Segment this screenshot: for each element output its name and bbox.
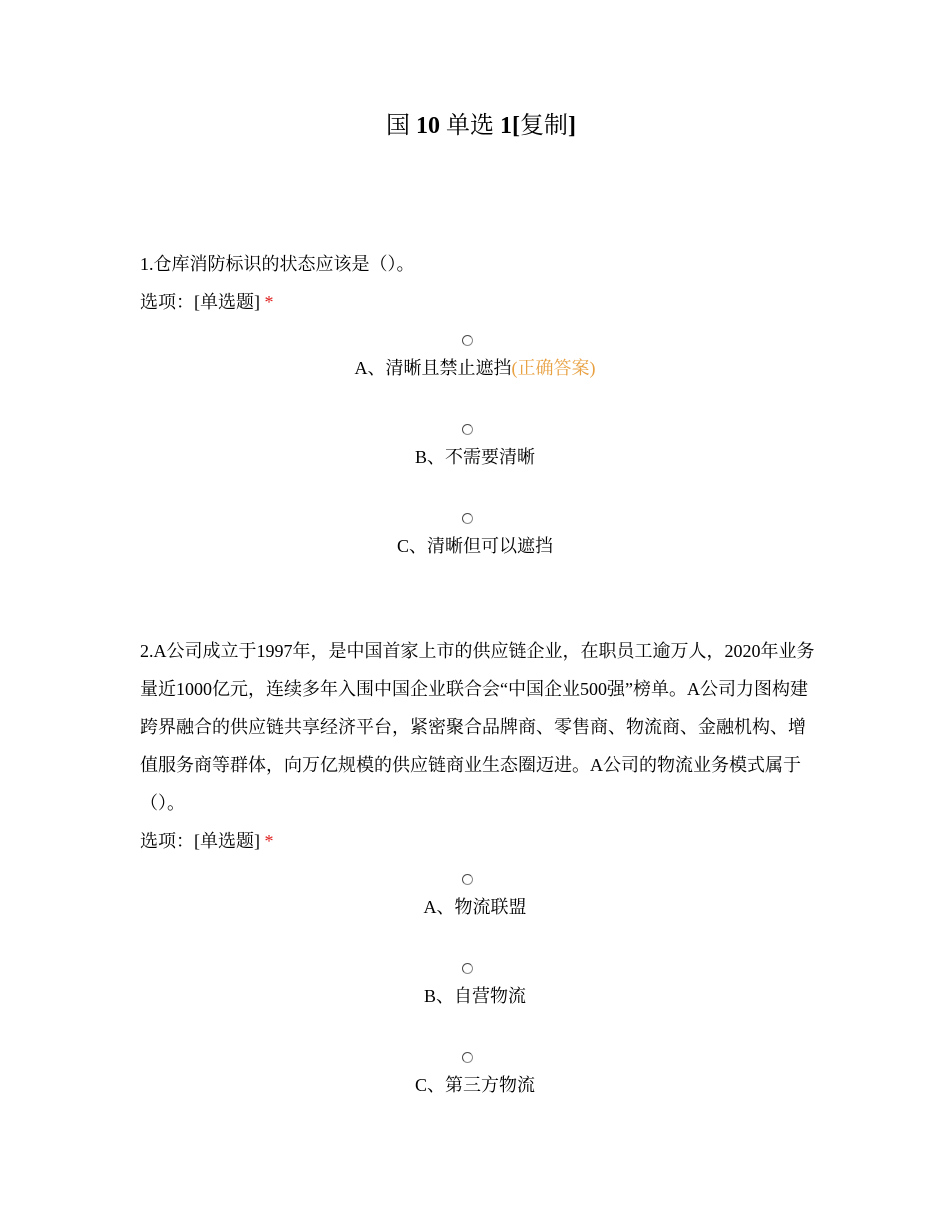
option-text: B、不需要清晰 xyxy=(414,447,535,467)
option-label xyxy=(0,534,950,558)
question-text: 1.仓库消防标识的状态应该是（）。 xyxy=(140,254,415,274)
title-number: 10 xyxy=(416,113,440,139)
title-number2: 1[ xyxy=(500,113,520,139)
required-mark: * xyxy=(264,292,274,312)
radio-button[interactable] xyxy=(462,963,473,974)
option-label xyxy=(0,356,950,380)
option-c[interactable] xyxy=(0,1052,950,1097)
option-a[interactable] xyxy=(0,335,950,380)
title-middle: 单选 xyxy=(446,113,494,139)
option-c[interactable] xyxy=(0,513,950,558)
question-type xyxy=(140,283,820,321)
question-1 xyxy=(140,245,820,556)
option-label xyxy=(0,1073,950,1097)
option-text: A、清晰且禁止遮挡 xyxy=(354,358,512,378)
page-title xyxy=(0,108,950,144)
option-text: B、自营物流 xyxy=(423,986,526,1006)
radio-button[interactable] xyxy=(462,874,473,885)
question-text: 2.A公司成立于1997年，是中国首家上市的供应链企业，在职员工逾万人，2020年业务量近1000亿元，连续多年入围中国企业联合会“中国企业500强”榜单。A公司力图构建跨界融合的供应链共享经济平台，紧密聚合品牌商、零售商、物流商、金融机构、增值服务商等群体，向万亿规模的供应链商业生态圈迈进。A公司的物流业务模式属于（）。 xyxy=(140,641,815,813)
radio-button[interactable] xyxy=(462,424,473,435)
option-b[interactable] xyxy=(0,963,950,1008)
question-type xyxy=(140,822,820,860)
option-label xyxy=(0,445,950,469)
radio-button[interactable] xyxy=(462,335,473,346)
question-type-label: 选项：[单选题] xyxy=(140,831,260,851)
title-prefix: 国 xyxy=(386,113,410,139)
option-a[interactable] xyxy=(0,874,950,919)
option-label xyxy=(0,895,950,919)
title-copy: 复制 xyxy=(520,113,568,139)
question-type-label: 选项：[单选题] xyxy=(140,292,260,312)
option-label xyxy=(0,984,950,1008)
radio-button[interactable] xyxy=(462,1052,473,1063)
option-text: C、第三方物流 xyxy=(414,1075,535,1095)
option-b[interactable] xyxy=(0,424,950,469)
title-suffix: ] xyxy=(568,113,576,139)
required-mark: * xyxy=(264,831,274,851)
radio-button[interactable] xyxy=(462,513,473,524)
correct-answer-note: (正确答案) xyxy=(511,358,596,378)
option-text: A、物流联盟 xyxy=(423,897,527,917)
option-text: C、清晰但可以遮挡 xyxy=(396,536,553,556)
question-2 xyxy=(140,632,820,1095)
